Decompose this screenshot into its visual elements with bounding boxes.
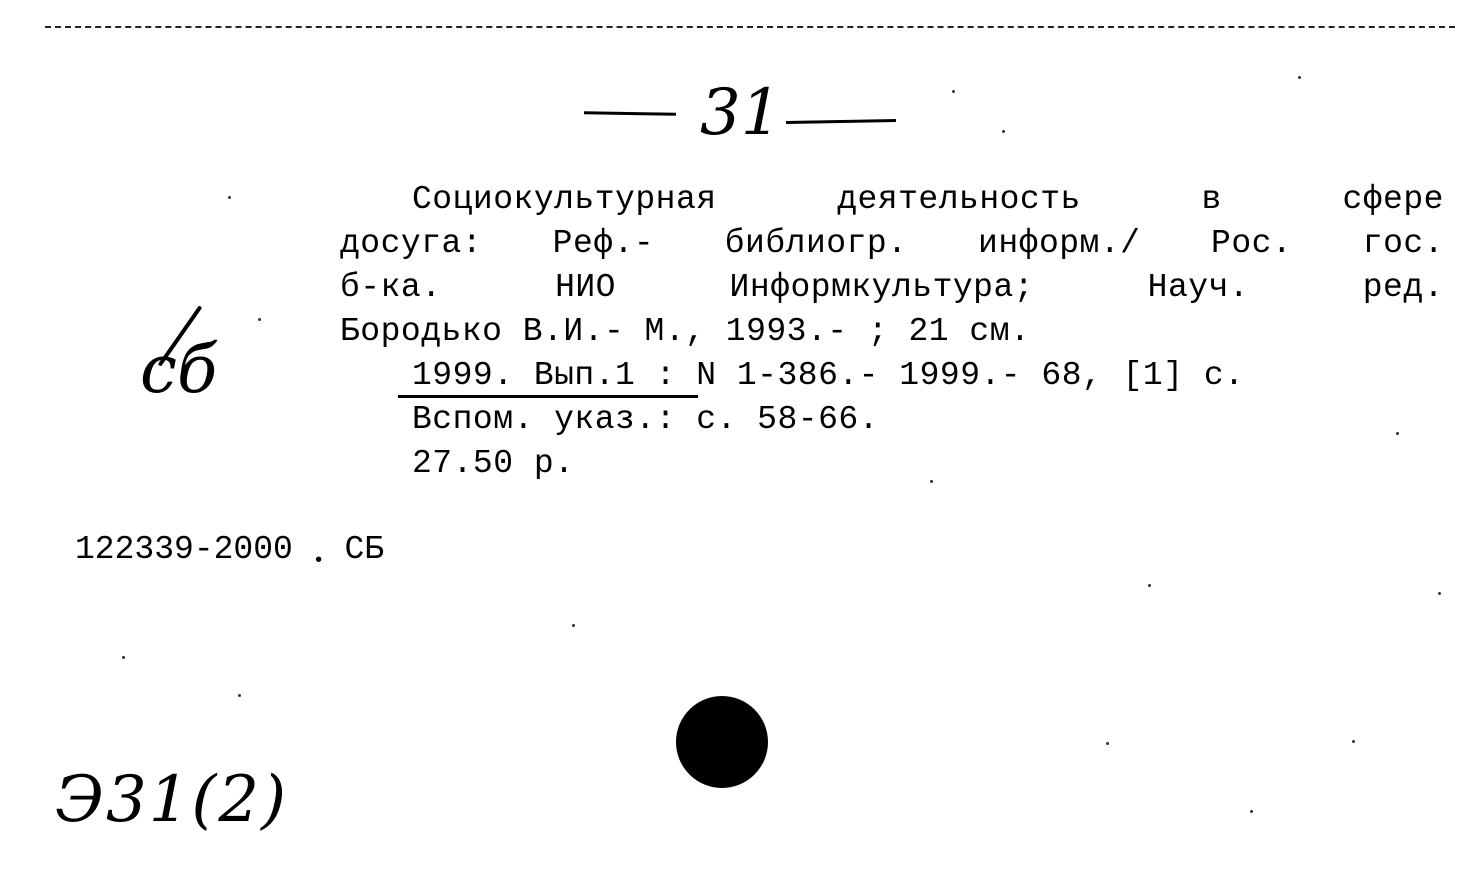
page-number: 31 [700, 76, 782, 150]
title-word: сфере [1342, 181, 1444, 218]
title-line-1 [412, 178, 1444, 222]
title-word: Социокультурная [412, 181, 717, 218]
scan-speck [1148, 584, 1151, 587]
scan-speck [122, 656, 125, 659]
scan-speck [1352, 740, 1355, 743]
scan-speck [1396, 432, 1399, 435]
scan-speck [952, 90, 955, 93]
title-word: Реф.- [552, 225, 655, 262]
scan-speck [238, 694, 241, 697]
scan-speck [1438, 592, 1441, 595]
inventory-dot: • [312, 550, 325, 573]
title-word: Информкультура; [729, 269, 1035, 306]
scan-speck [930, 480, 933, 483]
scan-speck [258, 318, 261, 321]
title-word: гос. [1362, 225, 1444, 262]
title-word: досуга: [340, 225, 483, 262]
title-word: Рос. [1211, 225, 1293, 262]
price-line: 27.50 р. [412, 445, 575, 482]
scan-speck [1298, 76, 1301, 79]
title-word: ред. [1362, 269, 1444, 306]
scan-speck [572, 624, 575, 627]
margin-handwritten-mark: сб [140, 331, 218, 408]
title-word: деятельность [837, 181, 1081, 218]
title-line-2 [340, 222, 1444, 266]
inventory-number: 122339-2000 [75, 531, 293, 568]
scan-speck [1002, 130, 1005, 133]
title-word: информ./ [978, 225, 1141, 262]
inventory-line [75, 528, 384, 584]
aux-index-line: Вспом. указ.: с. 58-66. [412, 401, 879, 438]
title-word: библиогр. [724, 225, 908, 262]
title-word: Науч. [1147, 269, 1250, 306]
issue-label: 1999. Вып.1 [412, 357, 636, 394]
scan-speck [228, 196, 231, 199]
page-number-dash-left [584, 111, 676, 116]
top-dashed-rule [45, 26, 1455, 28]
page-number-dash-right [786, 119, 896, 124]
issue-details: : N 1-386.- 1999.- 68, [1] с. [635, 357, 1245, 394]
scan-speck [1250, 810, 1253, 813]
title-word: б-ка. [340, 269, 442, 306]
inventory-mark: СБ [344, 531, 385, 568]
scan-speck [1106, 742, 1109, 745]
editor-imprint-line: Бородько В.И.- М., 1993.- ; 21 см. [340, 313, 1031, 350]
issue-line [412, 354, 1244, 398]
handwritten-shelf-mark: Э31(2) [55, 763, 289, 837]
title-line-3 [340, 266, 1444, 310]
title-word: в [1201, 181, 1222, 218]
punch-hole [676, 696, 768, 788]
title-word: НИО [555, 269, 616, 306]
